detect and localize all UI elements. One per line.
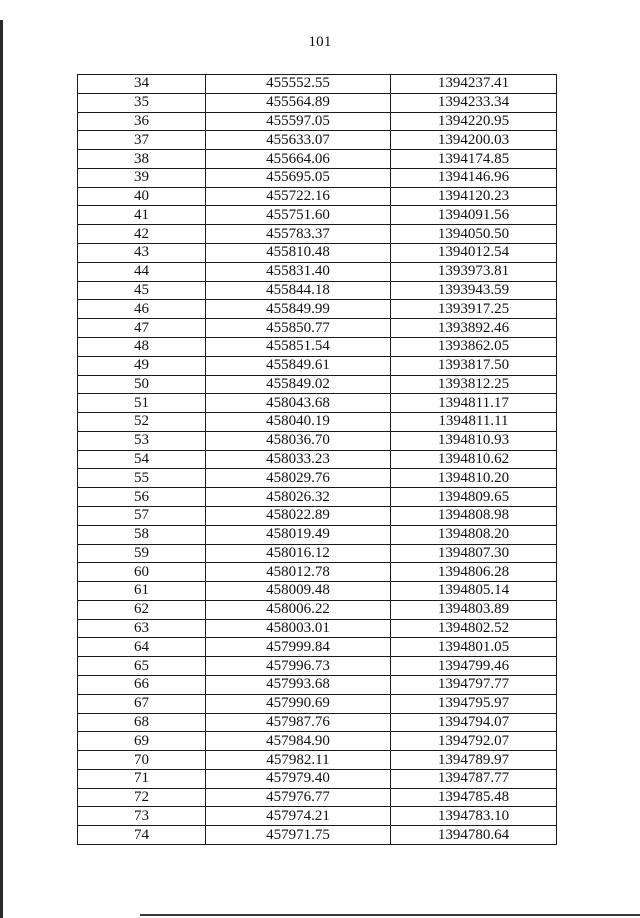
x-coordinate-cell: 455849.99: [206, 300, 391, 319]
y-coordinate-cell: 1394799.46: [391, 657, 557, 676]
table-row: [78, 413, 557, 432]
x-coordinate-cell: 458016.12: [206, 544, 391, 563]
x-coordinate-cell: 457971.75: [206, 826, 391, 845]
y-coordinate-cell: 1393943.59: [391, 281, 557, 300]
table-row: [78, 713, 557, 732]
x-coordinate-cell: 455831.40: [206, 262, 391, 281]
point-number-cell: 41: [78, 206, 206, 225]
x-coordinate-cell: 455552.55: [206, 75, 391, 94]
x-coordinate-cell: 457984.90: [206, 732, 391, 751]
table-row: [78, 694, 557, 713]
point-number-cell: 39: [78, 168, 206, 187]
y-coordinate-cell: 1394174.85: [391, 150, 557, 169]
x-coordinate-cell: 458003.01: [206, 619, 391, 638]
point-number-cell: 63: [78, 619, 206, 638]
x-coordinate-cell: 455751.60: [206, 206, 391, 225]
x-coordinate-cell: 455597.05: [206, 112, 391, 131]
y-coordinate-cell: 1394803.89: [391, 600, 557, 619]
x-coordinate-cell: 457976.77: [206, 788, 391, 807]
table-row: [78, 544, 557, 563]
point-number-cell: 49: [78, 356, 206, 375]
table-row: [78, 394, 557, 413]
point-number-cell: 54: [78, 450, 206, 469]
x-coordinate-cell: 455844.18: [206, 281, 391, 300]
table-row: [78, 807, 557, 826]
table-row: [78, 600, 557, 619]
point-number-cell: 68: [78, 713, 206, 732]
table-row: [78, 375, 557, 394]
x-coordinate-cell: 455849.61: [206, 356, 391, 375]
y-coordinate-cell: 1394200.03: [391, 131, 557, 150]
y-coordinate-cell: 1394795.97: [391, 694, 557, 713]
x-coordinate-cell: 458036.70: [206, 431, 391, 450]
point-number-cell: 44: [78, 262, 206, 281]
table-row: [78, 431, 557, 450]
y-coordinate-cell: 1394233.34: [391, 93, 557, 112]
point-number-cell: 64: [78, 638, 206, 657]
point-number-cell: 56: [78, 488, 206, 507]
x-coordinate-cell: 458019.49: [206, 525, 391, 544]
point-number-cell: 69: [78, 732, 206, 751]
x-coordinate-cell: 457979.40: [206, 769, 391, 788]
x-coordinate-cell: 458022.89: [206, 506, 391, 525]
table-row: [78, 112, 557, 131]
y-coordinate-cell: 1393973.81: [391, 262, 557, 281]
point-number-cell: 61: [78, 582, 206, 601]
point-number-cell: 74: [78, 826, 206, 845]
table-row: [78, 75, 557, 94]
x-coordinate-cell: 457999.84: [206, 638, 391, 657]
point-number-cell: 52: [78, 413, 206, 432]
scan-edge-line: [0, 20, 3, 918]
table-row: [78, 300, 557, 319]
x-coordinate-cell: 458006.22: [206, 600, 391, 619]
x-coordinate-cell: 455664.06: [206, 150, 391, 169]
table-row: [78, 638, 557, 657]
x-coordinate-cell: 457990.69: [206, 694, 391, 713]
table-row: [78, 281, 557, 300]
x-coordinate-cell: 457996.73: [206, 657, 391, 676]
y-coordinate-cell: 1394050.50: [391, 225, 557, 244]
y-coordinate-cell: 1394806.28: [391, 563, 557, 582]
point-number-cell: 48: [78, 337, 206, 356]
x-coordinate-cell: 458009.48: [206, 582, 391, 601]
y-coordinate-cell: 1393862.05: [391, 337, 557, 356]
point-number-cell: 71: [78, 769, 206, 788]
y-coordinate-cell: 1393892.46: [391, 319, 557, 338]
table-row: [78, 769, 557, 788]
table-row: [78, 450, 557, 469]
x-coordinate-cell: 455695.05: [206, 168, 391, 187]
table-row: [78, 187, 557, 206]
x-coordinate-cell: 455810.48: [206, 244, 391, 263]
y-coordinate-cell: 1394012.54: [391, 244, 557, 263]
point-number-cell: 50: [78, 375, 206, 394]
point-number-cell: 57: [78, 506, 206, 525]
x-coordinate-cell: 457993.68: [206, 676, 391, 695]
table-row: [78, 657, 557, 676]
point-number-cell: 58: [78, 525, 206, 544]
x-coordinate-cell: 457987.76: [206, 713, 391, 732]
coordinates-table: [77, 74, 557, 845]
x-coordinate-cell: 457974.21: [206, 807, 391, 826]
x-coordinate-cell: 458040.19: [206, 413, 391, 432]
y-coordinate-cell: 1394811.17: [391, 394, 557, 413]
table-row: [78, 488, 557, 507]
table-row: [78, 563, 557, 582]
y-coordinate-cell: 1394810.93: [391, 431, 557, 450]
table-row: [78, 93, 557, 112]
point-number-cell: 43: [78, 244, 206, 263]
x-coordinate-cell: 455849.02: [206, 375, 391, 394]
table-row: [78, 732, 557, 751]
point-number-cell: 65: [78, 657, 206, 676]
y-coordinate-cell: 1394807.30: [391, 544, 557, 563]
table-row: [78, 356, 557, 375]
table-row: [78, 244, 557, 263]
table-row: [78, 262, 557, 281]
y-coordinate-cell: 1394808.20: [391, 525, 557, 544]
table-row: [78, 788, 557, 807]
table-row: [78, 225, 557, 244]
point-number-cell: 42: [78, 225, 206, 244]
point-number-cell: 34: [78, 75, 206, 94]
x-coordinate-cell: 458029.76: [206, 469, 391, 488]
table-row: [78, 676, 557, 695]
y-coordinate-cell: 1394810.62: [391, 450, 557, 469]
x-coordinate-cell: 455850.77: [206, 319, 391, 338]
point-number-cell: 37: [78, 131, 206, 150]
x-coordinate-cell: 457982.11: [206, 751, 391, 770]
table-row: [78, 150, 557, 169]
y-coordinate-cell: 1394794.07: [391, 713, 557, 732]
table-row: [78, 619, 557, 638]
point-number-cell: 40: [78, 187, 206, 206]
y-coordinate-cell: 1394091.56: [391, 206, 557, 225]
point-number-cell: 70: [78, 751, 206, 770]
point-number-cell: 53: [78, 431, 206, 450]
table-row: [78, 319, 557, 338]
point-number-cell: 36: [78, 112, 206, 131]
point-number-cell: 47: [78, 319, 206, 338]
table-row: [78, 131, 557, 150]
point-number-cell: 55: [78, 469, 206, 488]
table-row: [78, 525, 557, 544]
y-coordinate-cell: 1393812.25: [391, 375, 557, 394]
y-coordinate-cell: 1394120.23: [391, 187, 557, 206]
table-row: [78, 168, 557, 187]
point-number-cell: 35: [78, 93, 206, 112]
table-row: [78, 751, 557, 770]
table-row: [78, 826, 557, 845]
y-coordinate-cell: 1394783.10: [391, 807, 557, 826]
point-number-cell: 73: [78, 807, 206, 826]
y-coordinate-cell: 1394237.41: [391, 75, 557, 94]
point-number-cell: 67: [78, 694, 206, 713]
y-coordinate-cell: 1394810.20: [391, 469, 557, 488]
y-coordinate-cell: 1394802.52: [391, 619, 557, 638]
x-coordinate-cell: 455851.54: [206, 337, 391, 356]
table-row: [78, 582, 557, 601]
point-number-cell: 45: [78, 281, 206, 300]
y-coordinate-cell: 1394805.14: [391, 582, 557, 601]
x-coordinate-cell: 458033.23: [206, 450, 391, 469]
x-coordinate-cell: 455564.89: [206, 93, 391, 112]
y-coordinate-cell: 1394780.64: [391, 826, 557, 845]
point-number-cell: 46: [78, 300, 206, 319]
point-number-cell: 59: [78, 544, 206, 563]
x-coordinate-cell: 458012.78: [206, 563, 391, 582]
point-number-cell: 51: [78, 394, 206, 413]
coordinates-table-body: [78, 75, 557, 845]
y-coordinate-cell: 1394220.95: [391, 112, 557, 131]
y-coordinate-cell: 1394146.96: [391, 168, 557, 187]
point-number-cell: 38: [78, 150, 206, 169]
y-coordinate-cell: 1394787.77: [391, 769, 557, 788]
x-coordinate-cell: 455722.16: [206, 187, 391, 206]
point-number-cell: 60: [78, 563, 206, 582]
y-coordinate-cell: 1394785.48: [391, 788, 557, 807]
table-row: [78, 206, 557, 225]
point-number-cell: 72: [78, 788, 206, 807]
x-coordinate-cell: 455783.37: [206, 225, 391, 244]
y-coordinate-cell: 1394797.77: [391, 676, 557, 695]
y-coordinate-cell: 1394808.98: [391, 506, 557, 525]
table-row: [78, 337, 557, 356]
y-coordinate-cell: 1393917.25: [391, 300, 557, 319]
y-coordinate-cell: 1394809.65: [391, 488, 557, 507]
point-number-cell: 66: [78, 676, 206, 695]
table-row: [78, 469, 557, 488]
table-row: [78, 506, 557, 525]
x-coordinate-cell: 458043.68: [206, 394, 391, 413]
x-coordinate-cell: 455633.07: [206, 131, 391, 150]
point-number-cell: 62: [78, 600, 206, 619]
y-coordinate-cell: 1394811.11: [391, 413, 557, 432]
scan-bottom-line: [140, 914, 640, 916]
y-coordinate-cell: 1393817.50: [391, 356, 557, 375]
y-coordinate-cell: 1394789.97: [391, 751, 557, 770]
y-coordinate-cell: 1394801.05: [391, 638, 557, 657]
page-number: 101: [308, 34, 332, 50]
x-coordinate-cell: 458026.32: [206, 488, 391, 507]
y-coordinate-cell: 1394792.07: [391, 732, 557, 751]
